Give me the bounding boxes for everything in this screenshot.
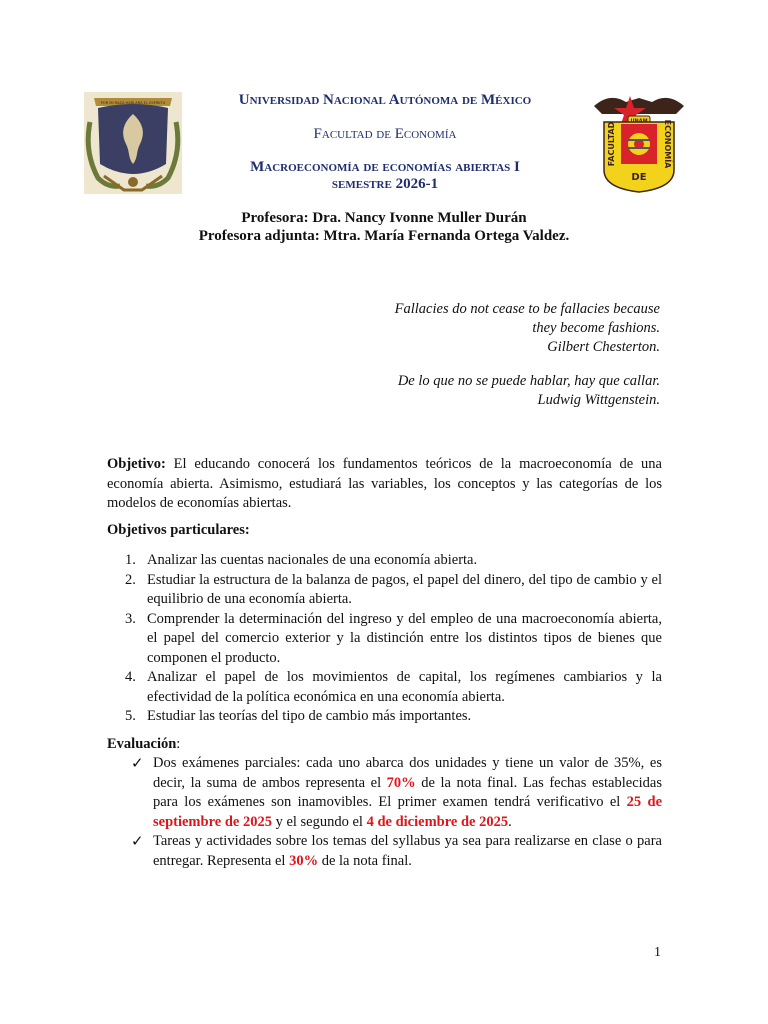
unam-logo [84, 92, 182, 194]
date-highlight: 25 de septiembre de 2025 [153, 794, 663, 830]
list-number: 5. [125, 708, 136, 724]
course-title: Macroeconomía de economías abiertas I [250, 159, 520, 175]
list-item [107, 610, 662, 669]
list-text: Estudiar la estructura de la balanza de pagos, el papel del dinero, del tipo de cambio y el equilibrio de una economía abierta. [147, 571, 662, 607]
facultad-shield-icon [590, 92, 688, 194]
list-text: Comprender la determinación del ingreso y del empleo de una macroeconomía abierta, el papel del comercio exterior y la distinción entre los distintos tipos de bienes que componen el producto. [147, 610, 662, 666]
quote-wittgenstein [398, 372, 660, 410]
unam-crest-icon [84, 92, 182, 194]
percentage-highlight: 30% [289, 852, 319, 869]
list-number: 4. [125, 669, 136, 685]
list-text: Analizar el papel de los movimientos de capital, los regímenes cambiarios y la efectividad de la política económica en una economía abierta. [147, 669, 662, 705]
faculty-title: Facultad de Economía [313, 126, 457, 142]
list-item [107, 707, 662, 727]
quote-chesterton [395, 300, 660, 357]
evaluation-list [107, 754, 662, 871]
list-text: Analizar las cuentas nacionales de una economía abierta. [147, 552, 478, 568]
facultad-right-text: ECONOMÍA [663, 119, 672, 169]
check-icon: ✓ [131, 754, 144, 772]
facultad-bottom-text: DE [631, 172, 647, 183]
date-highlight: 4 de diciembre de 2025 [366, 813, 509, 830]
facultad-left-text: FACULTAD [607, 121, 616, 167]
quote-author: Gilbert Chesterton. [547, 339, 660, 355]
evaluation-text: Tareas y actividades sobre los temas del syllabus ya sea para realizarse en clase o para entregar. Representa el [153, 833, 662, 869]
unam-motto: POR MI RAZA HABLARÁ EL ESPÍRITU [100, 101, 166, 105]
percentage-highlight: 70% [386, 774, 416, 791]
facultad-logo [590, 92, 688, 194]
list-number: 3. [125, 610, 136, 627]
objective-paragraph [107, 455, 662, 514]
evaluation-text: . [508, 813, 512, 830]
quote-line: they become fashions. [532, 320, 660, 336]
check-icon: ✓ [131, 832, 144, 850]
evaluation-colon: : [176, 736, 181, 752]
list-item [107, 668, 662, 707]
university-title: Universidad Nacional Autónoma de México [238, 92, 532, 108]
list-item [107, 571, 662, 610]
evaluation-item [107, 754, 662, 832]
evaluation-text: Dos exámenes parciales: cada uno abarca dos unidades y tiene un valor de 35%, es decir, la suma de ambos representa el [153, 755, 662, 791]
list-item [107, 551, 662, 571]
quote-line: De lo que no se puede hablar, hay que callar. [397, 373, 660, 389]
evaluation-heading [107, 736, 180, 753]
objective-label: Objetivo: [107, 456, 166, 472]
list-number: 2. [125, 571, 136, 588]
particular-list [107, 551, 662, 727]
page-number: 1 [654, 945, 661, 960]
objective-text: El educando conocerá los fundamentos teóricos de la macroeconomía de una economía abierta. Asimismo, estudiará las variables, los conceptos y las categorías de los modelos de economías abiertas. [107, 456, 662, 511]
evaluation-text: y el segundo el [271, 813, 367, 830]
quote-line: Fallacies do not cease to be fallacies because [394, 301, 660, 317]
particular-heading: Objetivos particulares: [107, 522, 250, 538]
list-text: Estudiar las teorías del tipo de cambio más importantes. [147, 708, 472, 724]
evaluation-text: de la nota final. [318, 852, 412, 869]
list-number: 1. [125, 552, 136, 568]
evaluation-label: Evaluación [107, 736, 177, 752]
semester-title: semestre 2026-1 [331, 176, 439, 192]
evaluation-item [107, 832, 662, 871]
evaluation-text: de la nota final. Las fechas establecidas para los exámenes son inamovibles. El primer examen tendrá verificativo el [153, 774, 662, 810]
professor-line: Profesora: Dra. Nancy Ivonne Muller Durán [241, 210, 527, 226]
quote-author: Ludwig Wittgenstein. [537, 392, 660, 408]
assistant-line: Profesora adjunta: Mtra. María Fernanda Ortega Valdez. [198, 228, 570, 244]
